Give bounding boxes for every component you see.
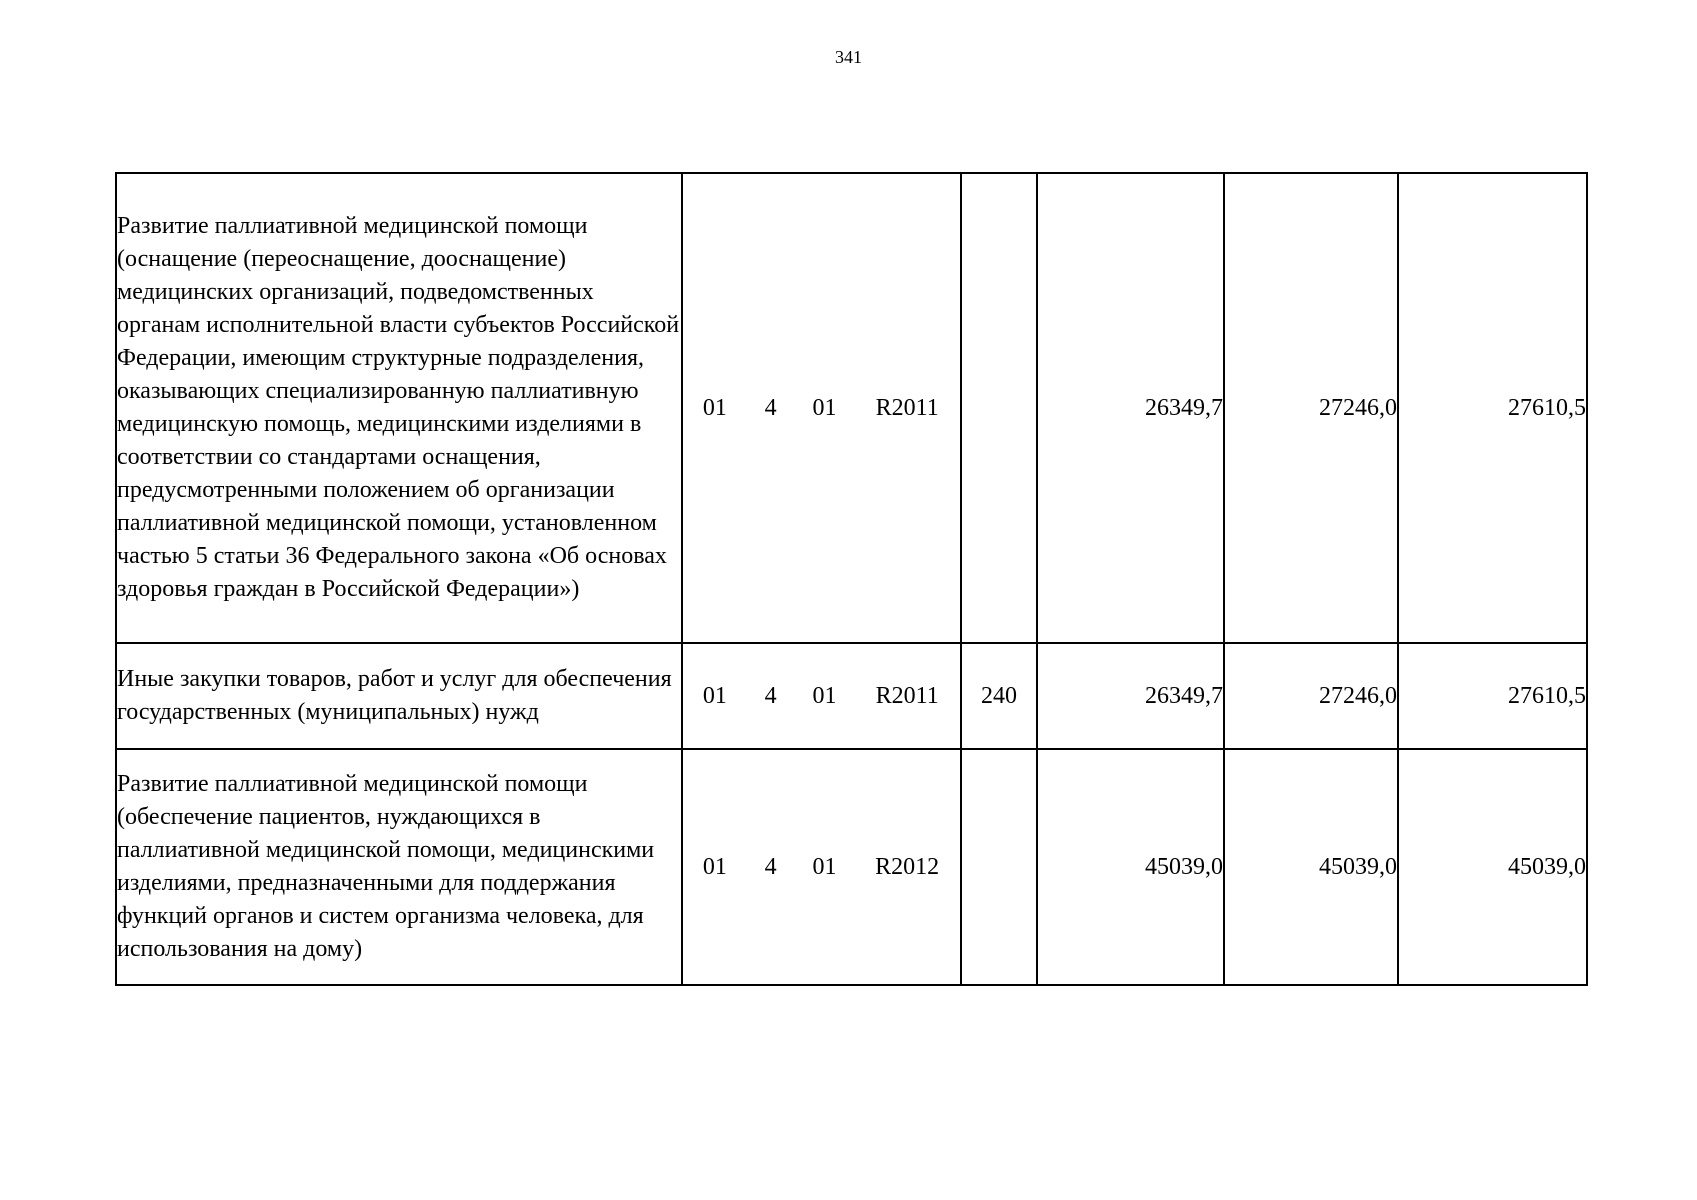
table-row	[116, 173, 1587, 643]
amount-year-1: 26349,7	[1037, 643, 1224, 749]
direction-code: R2011	[875, 394, 939, 421]
amount-year-2: 45039,0	[1224, 749, 1398, 985]
row-codes	[682, 643, 961, 749]
row-description: Иные закупки товаров, работ и услуг для обеспечения государственных (муниципальных) нужд	[116, 643, 682, 749]
program-code: 01	[702, 394, 727, 421]
row-description: Развитие паллиативной медицинской помощи (обеспечение пациентов, нуждающихся в паллиативной медицинской помощи, медицинскими изделиями, предназначенными для поддержания функций органов и систем организма человека, для использования на дому)	[116, 749, 682, 985]
main-event-code: 01	[812, 853, 837, 880]
main-event-code: 01	[812, 682, 837, 709]
direction-code: R2011	[875, 682, 939, 709]
expense-type-code	[961, 173, 1037, 643]
budget-table	[115, 172, 1588, 986]
direction-code: R2012	[875, 853, 940, 880]
expense-type-code: 240	[961, 643, 1037, 749]
program-code: 01	[702, 682, 727, 709]
expense-type-code	[961, 749, 1037, 985]
amount-year-1: 45039,0	[1037, 749, 1224, 985]
program-code: 01	[702, 853, 727, 880]
amount-year-3: 45039,0	[1398, 749, 1587, 985]
subprogram-code: 4	[764, 853, 777, 880]
table-row	[116, 643, 1587, 749]
row-codes	[682, 173, 961, 643]
row-description: Развитие паллиативной медицинской помощи (оснащение (переоснащение, дооснащение) медицинских организаций, подведомственных органам исполнительной власти субъектов Российской Федерации, имеющим структурные подразделения, оказывающих специализированную паллиативную медицинскую помощь, медицинскими изделиями в соответствии со стандартами оснащения, предусмотренными положением об организации паллиативной медицинской помощи, установленном частью 5 статьи 36 Федерального закона «Об основах здоровья граждан в Российской Федерации»)	[116, 173, 682, 643]
amount-year-2: 27246,0	[1224, 173, 1398, 643]
amount-year-1: 26349,7	[1037, 173, 1224, 643]
subprogram-code: 4	[764, 682, 777, 709]
page-number: 341	[835, 47, 862, 67]
amount-year-3: 27610,5	[1398, 643, 1587, 749]
amount-year-3: 27610,5	[1398, 173, 1587, 643]
amount-year-2: 27246,0	[1224, 643, 1398, 749]
main-event-code: 01	[812, 394, 837, 421]
table-row	[116, 749, 1587, 985]
subprogram-code: 4	[764, 394, 777, 421]
row-codes	[682, 749, 961, 985]
